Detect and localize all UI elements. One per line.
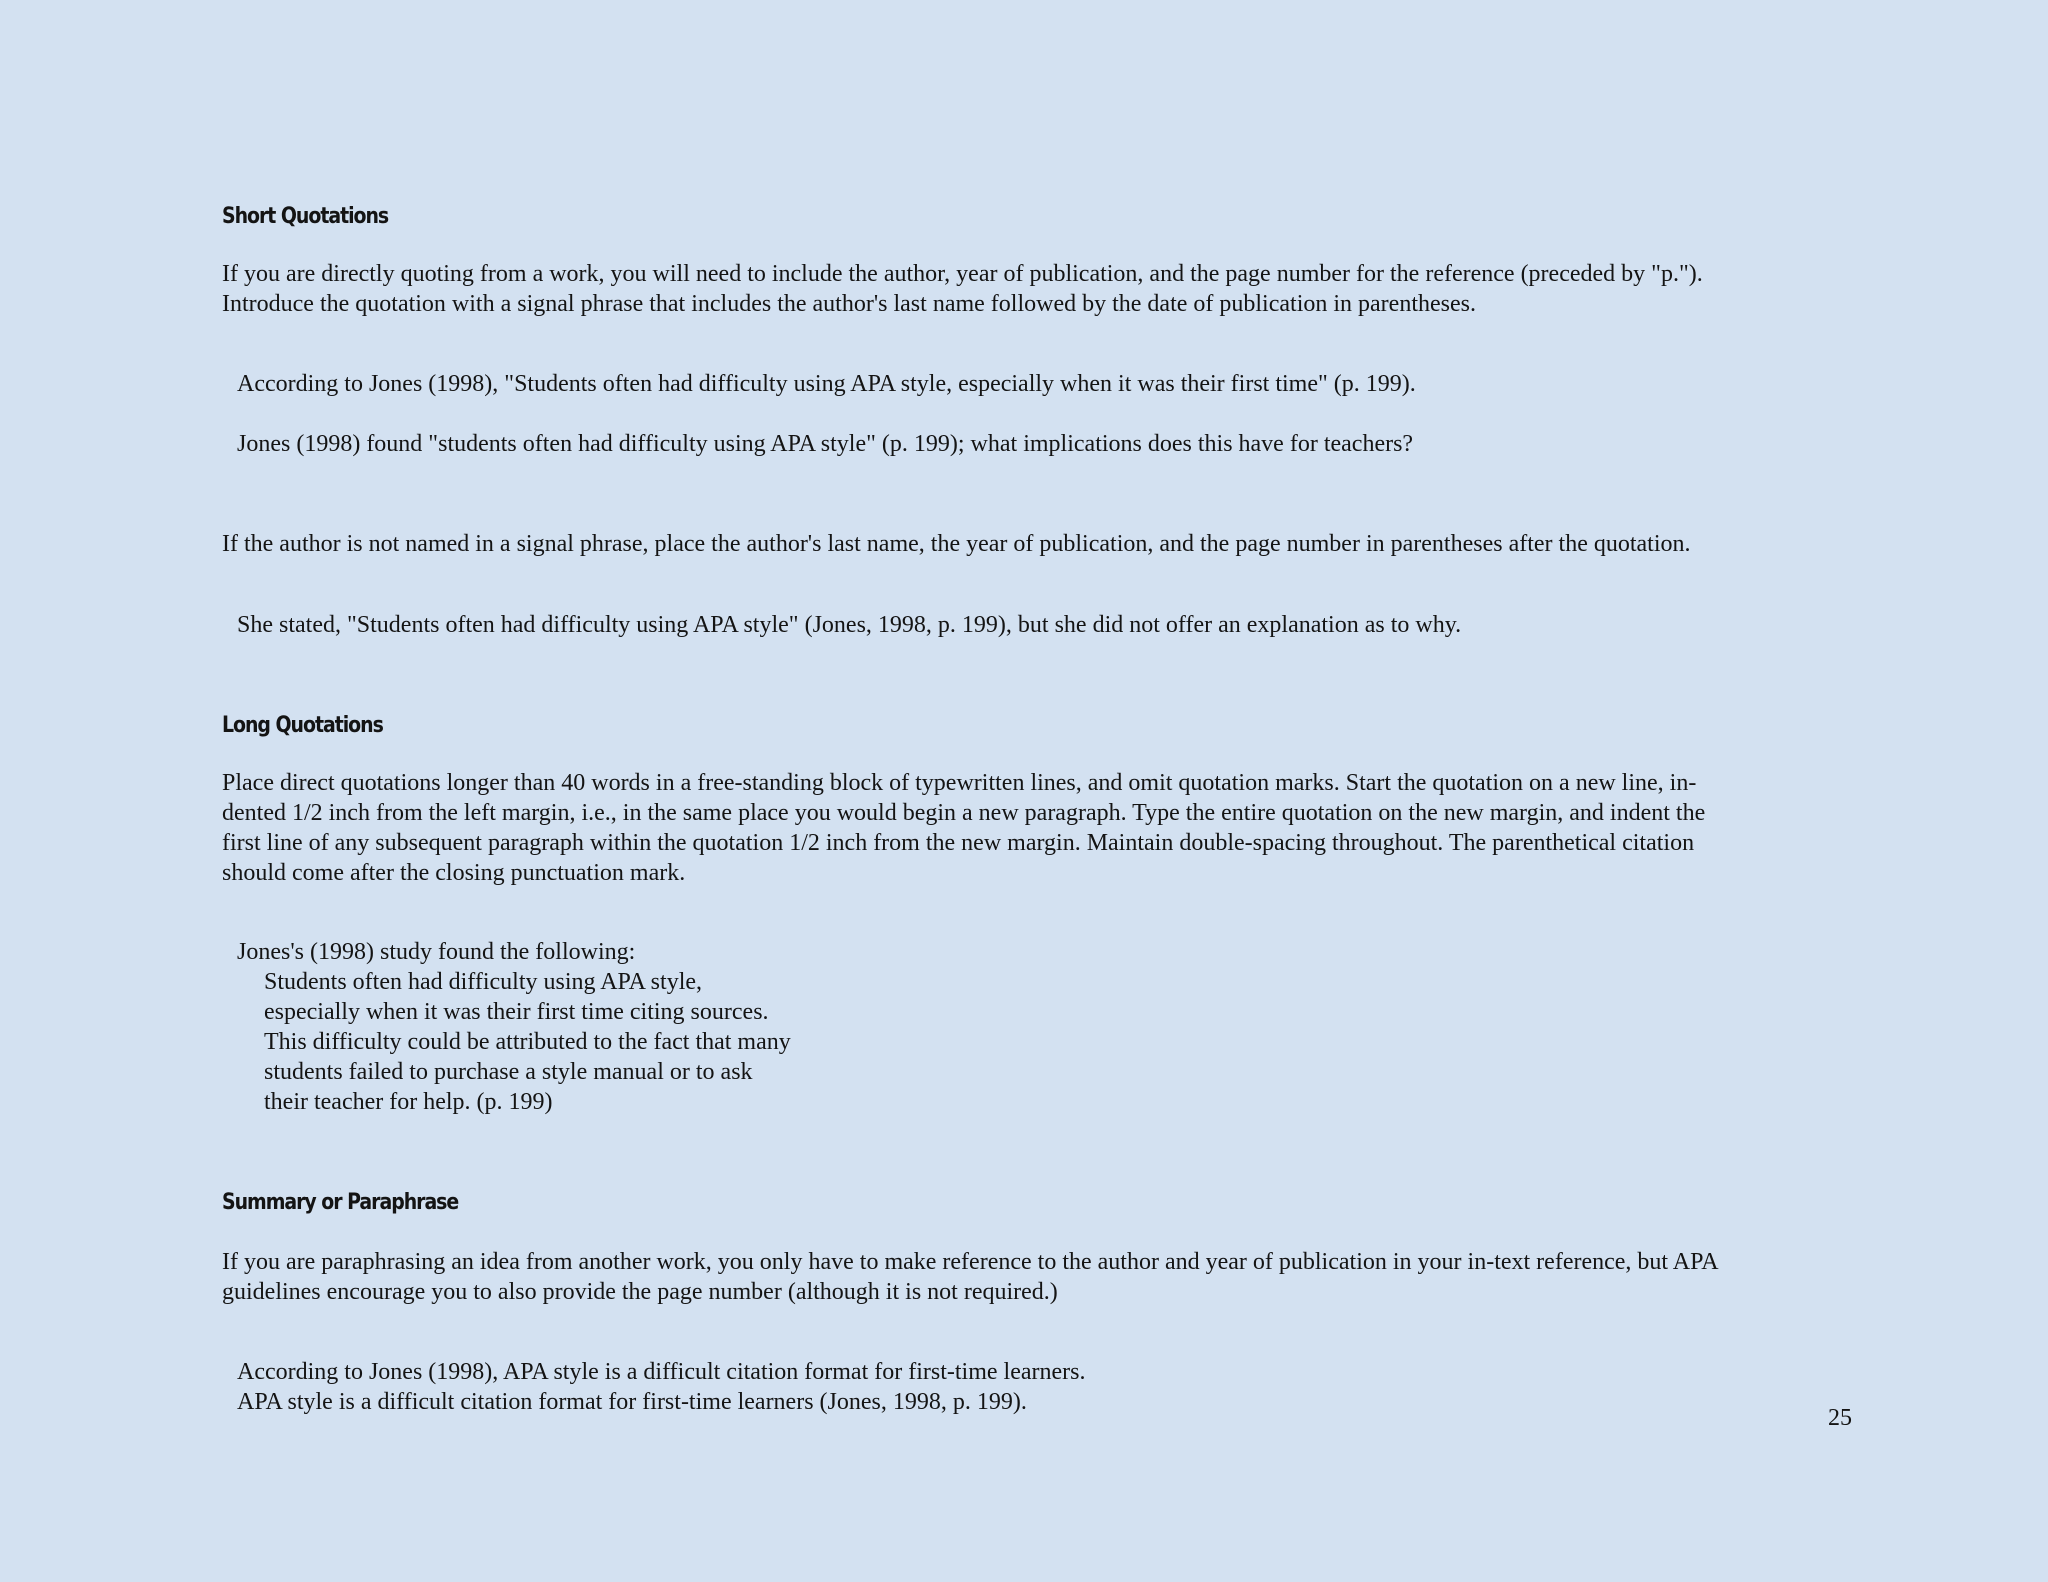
paragraph-short-intro (222, 259, 1842, 319)
block-quote-line: Students often had difficulty using APA style, (264, 969, 703, 995)
paragraph-line: If you are directly quoting from a work, you will need to include the author, year of publication, and the page number for the reference (preceded by "p."). (222, 261, 1703, 287)
heading-short-quotations: Short Quotations (222, 204, 389, 229)
block-quote-line: students failed to purchase a style manual or to ask (264, 1059, 753, 1085)
block-quote-line: This difficulty could be attributed to the fact that many (264, 1029, 791, 1055)
block-quote-intro: Jones's (1998) study found the following: (237, 939, 636, 965)
paragraph-line: guidelines encourage you to also provide the page number (although it is not required.) (222, 1279, 1058, 1305)
paragraph-summary-intro (222, 1247, 1842, 1307)
example-signal-phrase: According to Jones (1998), "Students often had difficulty using APA style, especially when it was their first time" (p. 199). (237, 371, 1416, 397)
paragraph-author-not-named: If the author is not named in a signal phrase, place the author's last name, the year of publication, and the page number in parentheses after the quotation. (222, 531, 1691, 557)
heading-summary-paraphrase: Summary or Paraphrase (222, 1190, 459, 1215)
paragraph-line: Place direct quotations longer than 40 words in a free-standing block of typewritten lines, and omit quotation marks. Start the quotation on a new line, in- (222, 770, 1697, 796)
example-parenthetical: She stated, "Students often had difficulty using APA style" (Jones, 1998, p. 199), but she did not offer an explanation as to why. (237, 612, 1462, 638)
example-block-quotation (237, 937, 791, 1117)
heading-long-quotations: Long Quotations (222, 713, 383, 738)
paragraph-line: first line of any subsequent paragraph within the quotation 1/2 inch from the new margin. Maintain double-spacing throughout. The parenthetical citation (222, 830, 1695, 856)
paragraph-line: dented 1/2 inch from the left margin, i.e., in the same place you would begin a new paragraph. Type the entire quotation on the new margin, and indent the (222, 800, 1706, 826)
example-found-quote: Jones (1998) found "students often had difficulty using APA style" (p. 199); what implications does this have for teachers? (237, 431, 1414, 457)
paragraph-long-intro (222, 768, 1842, 888)
example-paraphrase (237, 1357, 1086, 1417)
block-quote-line: especially when it was their first time citing sources. (264, 999, 769, 1025)
page-number: 25 (1828, 1405, 1852, 1431)
paragraph-line: Introduce the quotation with a signal phrase that includes the author's last name followed by the date of publication in parentheses. (222, 291, 1476, 317)
block-quote-line: their teacher for help. (p. 199) (264, 1089, 553, 1115)
paragraph-line: If you are paraphrasing an idea from another work, you only have to make reference to the author and year of publication in your in-text reference, but APA (222, 1249, 1719, 1275)
paraphrase-example-line: APA style is a difficult citation format for first-time learners (Jones, 1998, p. 199). (237, 1389, 1027, 1415)
paraphrase-example-line: According to Jones (1998), APA style is a difficult citation format for first-time learners. (237, 1359, 1086, 1385)
paragraph-line: should come after the closing punctuation mark. (222, 860, 686, 886)
